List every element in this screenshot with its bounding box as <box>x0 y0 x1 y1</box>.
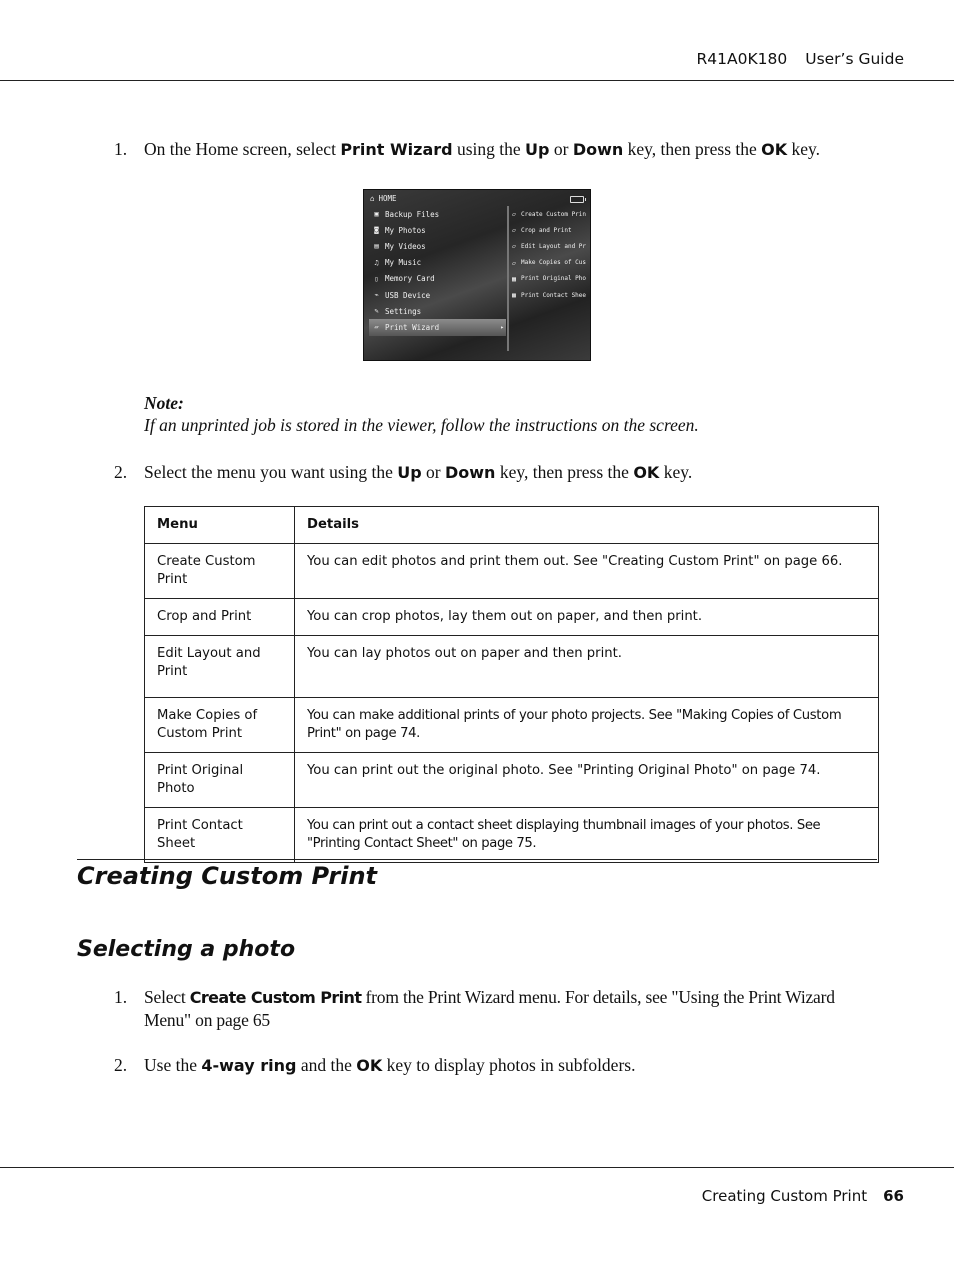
key-4-way-ring: 4-way ring <box>201 1056 297 1075</box>
lcd-item-settings: ✎ Settings <box>369 303 506 319</box>
subsection-title: Selecting a photo <box>77 937 296 962</box>
header-rule <box>0 80 954 81</box>
lcd-subitem: ▱ Crop and Print <box>510 222 591 238</box>
lcd-subitem: ▱ Make Copies of Cus <box>510 255 591 271</box>
table-row <box>145 698 879 753</box>
section-rule <box>77 859 877 860</box>
table-row <box>145 636 879 698</box>
step-text: On the Home screen, select Print Wizard using the Up or Down key, then press the OK key. <box>144 139 821 159</box>
lcd-item-memory-card: ▯ Memory Card <box>369 271 506 287</box>
running-footer <box>702 1187 904 1205</box>
battery-icon <box>570 196 584 203</box>
lcd-item-backup-files: ▣ Backup Files <box>369 206 506 222</box>
print-wizard-icon: ▱ <box>374 323 379 332</box>
running-header <box>697 50 905 68</box>
lcd-item-usb-device: ⌁ USB Device <box>369 287 506 303</box>
table-header-row <box>145 507 879 544</box>
section-title: Creating Custom Print <box>77 862 378 890</box>
details-cell: You can crop photos, lay them out on paper, and then print. <box>295 599 879 636</box>
home-icon: ⌂ <box>370 194 375 203</box>
music-icon: ♫ <box>374 258 379 267</box>
print-wizard-icon: ▱ <box>512 210 516 219</box>
page-number: 66 <box>883 1187 904 1205</box>
lcd-item-my-photos: ◙ My Photos <box>369 222 506 238</box>
details-cell: You can make additional prints of your photo projects. See "Making Copies of Custom Print" on page 74. <box>295 698 879 753</box>
table-row <box>145 544 879 599</box>
contact-sheet-icon: ▩ <box>512 291 516 300</box>
key-up: Up <box>397 463 422 482</box>
key-print-wizard: Print Wizard <box>340 140 453 159</box>
usb-icon: ⌁ <box>374 291 379 300</box>
step-number: 2. <box>114 462 128 482</box>
table-row <box>145 753 879 808</box>
printer-icon: ▦ <box>512 274 516 283</box>
lcd-subitem: ▦ Print Original Pho <box>510 271 591 287</box>
key-up: Up <box>525 140 550 159</box>
step-number: 1. <box>114 987 128 1007</box>
menu-cell: Create Custom Print <box>145 544 295 599</box>
table-row <box>145 599 879 636</box>
key-create-custom-print: Create Custom Print <box>189 988 362 1007</box>
key-ok: OK <box>356 1056 383 1075</box>
menu-cell: Print Original Photo <box>145 753 295 808</box>
menu-cell: Edit Layout and Print <box>145 636 295 698</box>
step-number: 1. <box>114 139 128 159</box>
step-number: 2. <box>114 1055 128 1075</box>
lcd-item-my-videos: ▤ My Videos <box>369 238 506 254</box>
lcd-divider <box>507 206 509 351</box>
footer-rule <box>0 1167 954 1168</box>
video-icon: ▤ <box>374 242 379 251</box>
step-text: Use the 4-way ring and the OK key to display photos in subfolders. <box>144 1055 636 1075</box>
key-down: Down <box>445 463 496 482</box>
print-wizard-icon: ▱ <box>512 258 516 267</box>
key-ok: OK <box>761 140 788 159</box>
backup-icon: ▣ <box>374 210 379 219</box>
lcd-subitem: ▱ Edit Layout and Pr <box>510 238 591 254</box>
details-cell: You can print out the original photo. See "Printing Original Photo" on page 74. <box>295 753 879 808</box>
memory-card-icon: ▯ <box>374 274 379 283</box>
lcd-home-menu <box>369 206 506 336</box>
step-text: Select the menu you want using the Up or Down key, then press the OK key. <box>144 462 693 482</box>
key-down: Down <box>572 140 624 159</box>
lcd-submenu <box>510 206 591 303</box>
lcd-subitem: ▩ Print Contact Shee <box>510 287 591 303</box>
lcd-screenshot <box>363 189 591 361</box>
menu-cell: Make Copies of Custom Print <box>145 698 295 753</box>
details-cell: You can edit photos and print them out. See "Creating Custom Print" on page 66. <box>295 544 879 599</box>
menu-cell: Print Contact Sheet <box>145 808 295 863</box>
print-wizard-icon: ▱ <box>512 242 516 251</box>
note-text: If an unprinted job is stored in the viewer, follow the instructions on the screen. <box>144 415 699 435</box>
doc-code: R41A0K180 <box>696 50 788 68</box>
table-row <box>145 808 879 863</box>
column-header-menu: Menu <box>145 507 295 544</box>
menu-table <box>144 506 879 863</box>
details-cell: You can lay photos out on paper and then print. <box>295 636 879 698</box>
key-ok: OK <box>633 463 660 482</box>
details-cell: You can print out a contact sheet displaying thumbnail images of your photos. See "Printing Contact Sheet" on page 75. <box>295 808 879 863</box>
camera-icon: ◙ <box>374 226 379 235</box>
doc-title: User’s Guide <box>805 50 904 68</box>
column-header-details: Details <box>295 507 879 544</box>
footer-section: Creating Custom Print <box>701 1187 868 1205</box>
step-text: Select Create Custom Print from the Print Wizard menu. For details, see "Using the Print Wizard Menu" on page 65 <box>144 987 835 1030</box>
menu-cell: Crop and Print <box>145 599 295 636</box>
wrench-icon: ✎ <box>374 307 379 316</box>
lcd-item-print-wizard: ▱ Print Wizard ▸ <box>369 319 506 335</box>
lcd-item-my-music: ♫ My Music <box>369 255 506 271</box>
lcd-title: ⌂ HOME <box>370 194 397 203</box>
lcd-subitem: ▱ Create Custom Prin <box>510 206 591 222</box>
note-label: Note: <box>144 393 184 413</box>
print-wizard-icon: ▱ <box>512 226 516 235</box>
